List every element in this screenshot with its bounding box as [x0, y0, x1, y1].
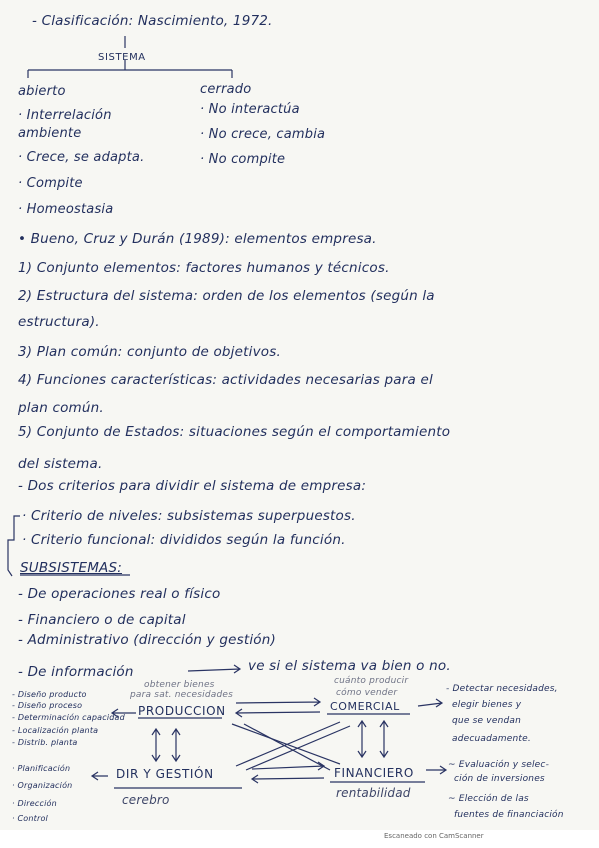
comercial-note: adecuadamente.: [452, 734, 531, 744]
produccion-note: - Localización planta: [12, 726, 99, 735]
abierto-label: abierto: [18, 84, 66, 99]
abierto-item: · Interrelación: [18, 108, 112, 123]
scanner-footer: Escaneado con CamScanner: [384, 832, 484, 840]
produccion-note: - Diseño proceso: [12, 701, 83, 710]
cerrado-item: · No interactúa: [200, 102, 300, 117]
cerrado-label: cerrado: [200, 82, 252, 97]
produccion-note: - Distrib. planta: [12, 738, 78, 747]
abierto-item: ambiente: [18, 126, 82, 141]
financiero-label: FINANCIERO: [334, 766, 414, 780]
comercial-caption: cuánto producir: [334, 676, 409, 686]
direccion-label: DIR Y GESTIÓN: [116, 767, 214, 781]
subsistema-item: - De información: [18, 664, 134, 680]
fin-to-notes-arrow: [426, 766, 446, 774]
financiero-note: ~ Evaluación y selec-: [448, 760, 550, 770]
direccion-note: · Control: [12, 814, 48, 823]
comm-to-notes-arrow: [418, 699, 442, 707]
elementos-line: 5) Conjunto de Estados: situaciones según el comportamiento: [18, 424, 451, 440]
produccion-caption2: para sat. necesidades: [130, 690, 234, 700]
header-line: - Clasificación: Nascimiento, 1972.: [32, 13, 273, 29]
elementos-line: estructura).: [18, 314, 100, 330]
subsistema-item: - Financiero o de capital: [18, 612, 186, 628]
comercial-note: que se vendan: [452, 716, 522, 726]
comercial-caption2: cómo vender: [336, 688, 398, 698]
dir-fin-arrow-bottom: [252, 775, 324, 783]
elementos-line: del sistema.: [18, 456, 103, 472]
elementos-line: plan común.: [18, 400, 104, 416]
subsistema-item: - Administrativo (dirección y gestión): [18, 632, 276, 648]
prod-comm-arrow-bottom: [236, 709, 320, 717]
abierto-item: · Compite: [18, 176, 83, 191]
criterios-bracket: [8, 516, 20, 576]
elementos-line: 4) Funciones características: actividades necesarias para el: [18, 372, 433, 388]
vert-left-2: [172, 729, 180, 761]
financiero-caption: rentabilidad: [336, 786, 411, 800]
cross-2: [244, 724, 330, 770]
subsistemas-title: SUBSISTEMAS:: [20, 560, 123, 576]
direccion-note: · Dirección: [12, 799, 57, 808]
vert-left-1: [152, 729, 160, 761]
elementos-line: 1) Conjunto elementos: factores humanos y técnicos.: [18, 260, 390, 276]
comercial-note: elegir bienes y: [452, 700, 522, 710]
financiero-note: fuentes de financiación: [454, 810, 564, 820]
abierto-item: · Crece, se adapta.: [18, 150, 145, 165]
produccion-label: PRODUCCION: [138, 704, 226, 718]
vert-right-1: [358, 721, 366, 757]
abierto-item: · Homeostasia: [18, 202, 114, 217]
financiero-note: ~ Elección de las: [448, 794, 529, 804]
produccion-note: - Determinación capacidad: [12, 713, 125, 722]
direccion-note: · Planificación: [12, 764, 71, 773]
produccion-note: - Diseño producto: [12, 690, 87, 699]
comercial-note: - Detectar necesidades,: [446, 684, 558, 694]
financiero-note: ción de inversiones: [454, 774, 545, 784]
sistema-title: SISTEMA: [98, 52, 146, 63]
elementos-heading: • Bueno, Cruz y Durán (1989): elementos empresa.: [18, 231, 377, 247]
subsistema-note: ve si el sistema va bien o no.: [248, 658, 451, 674]
criterio-item: · Criterio funcional: divididos según la función.: [22, 532, 346, 548]
cerrado-item: · No crece, cambia: [200, 127, 326, 142]
prod-comm-arrow-top: [236, 698, 320, 706]
elementos-line: 2) Estructura del sistema: orden de los elementos (según la: [18, 288, 435, 304]
criterios-heading: - Dos criterios para dividir el sistema de empresa:: [18, 478, 367, 494]
dir-to-notes-arrow: [92, 772, 108, 780]
subsistema-item: - De operaciones real o físico: [18, 586, 221, 602]
comercial-label: COMERCIAL: [330, 700, 400, 713]
elementos-line: 3) Plan común: conjunto de objetivos.: [18, 344, 281, 360]
criterio-item: · Criterio de niveles: subsistemas superpuestos.: [22, 508, 356, 524]
vert-right-2: [380, 721, 388, 757]
info-arrow: [188, 665, 240, 673]
scan-footer-strip: [0, 830, 599, 848]
produccion-caption: obtener bienes: [144, 680, 215, 690]
cerrado-item: · No compite: [200, 152, 286, 167]
direccion-note: · Organización: [12, 781, 73, 790]
direccion-caption: cerebro: [122, 793, 170, 807]
cross-1: [232, 724, 340, 764]
cross-4: [246, 726, 350, 770]
